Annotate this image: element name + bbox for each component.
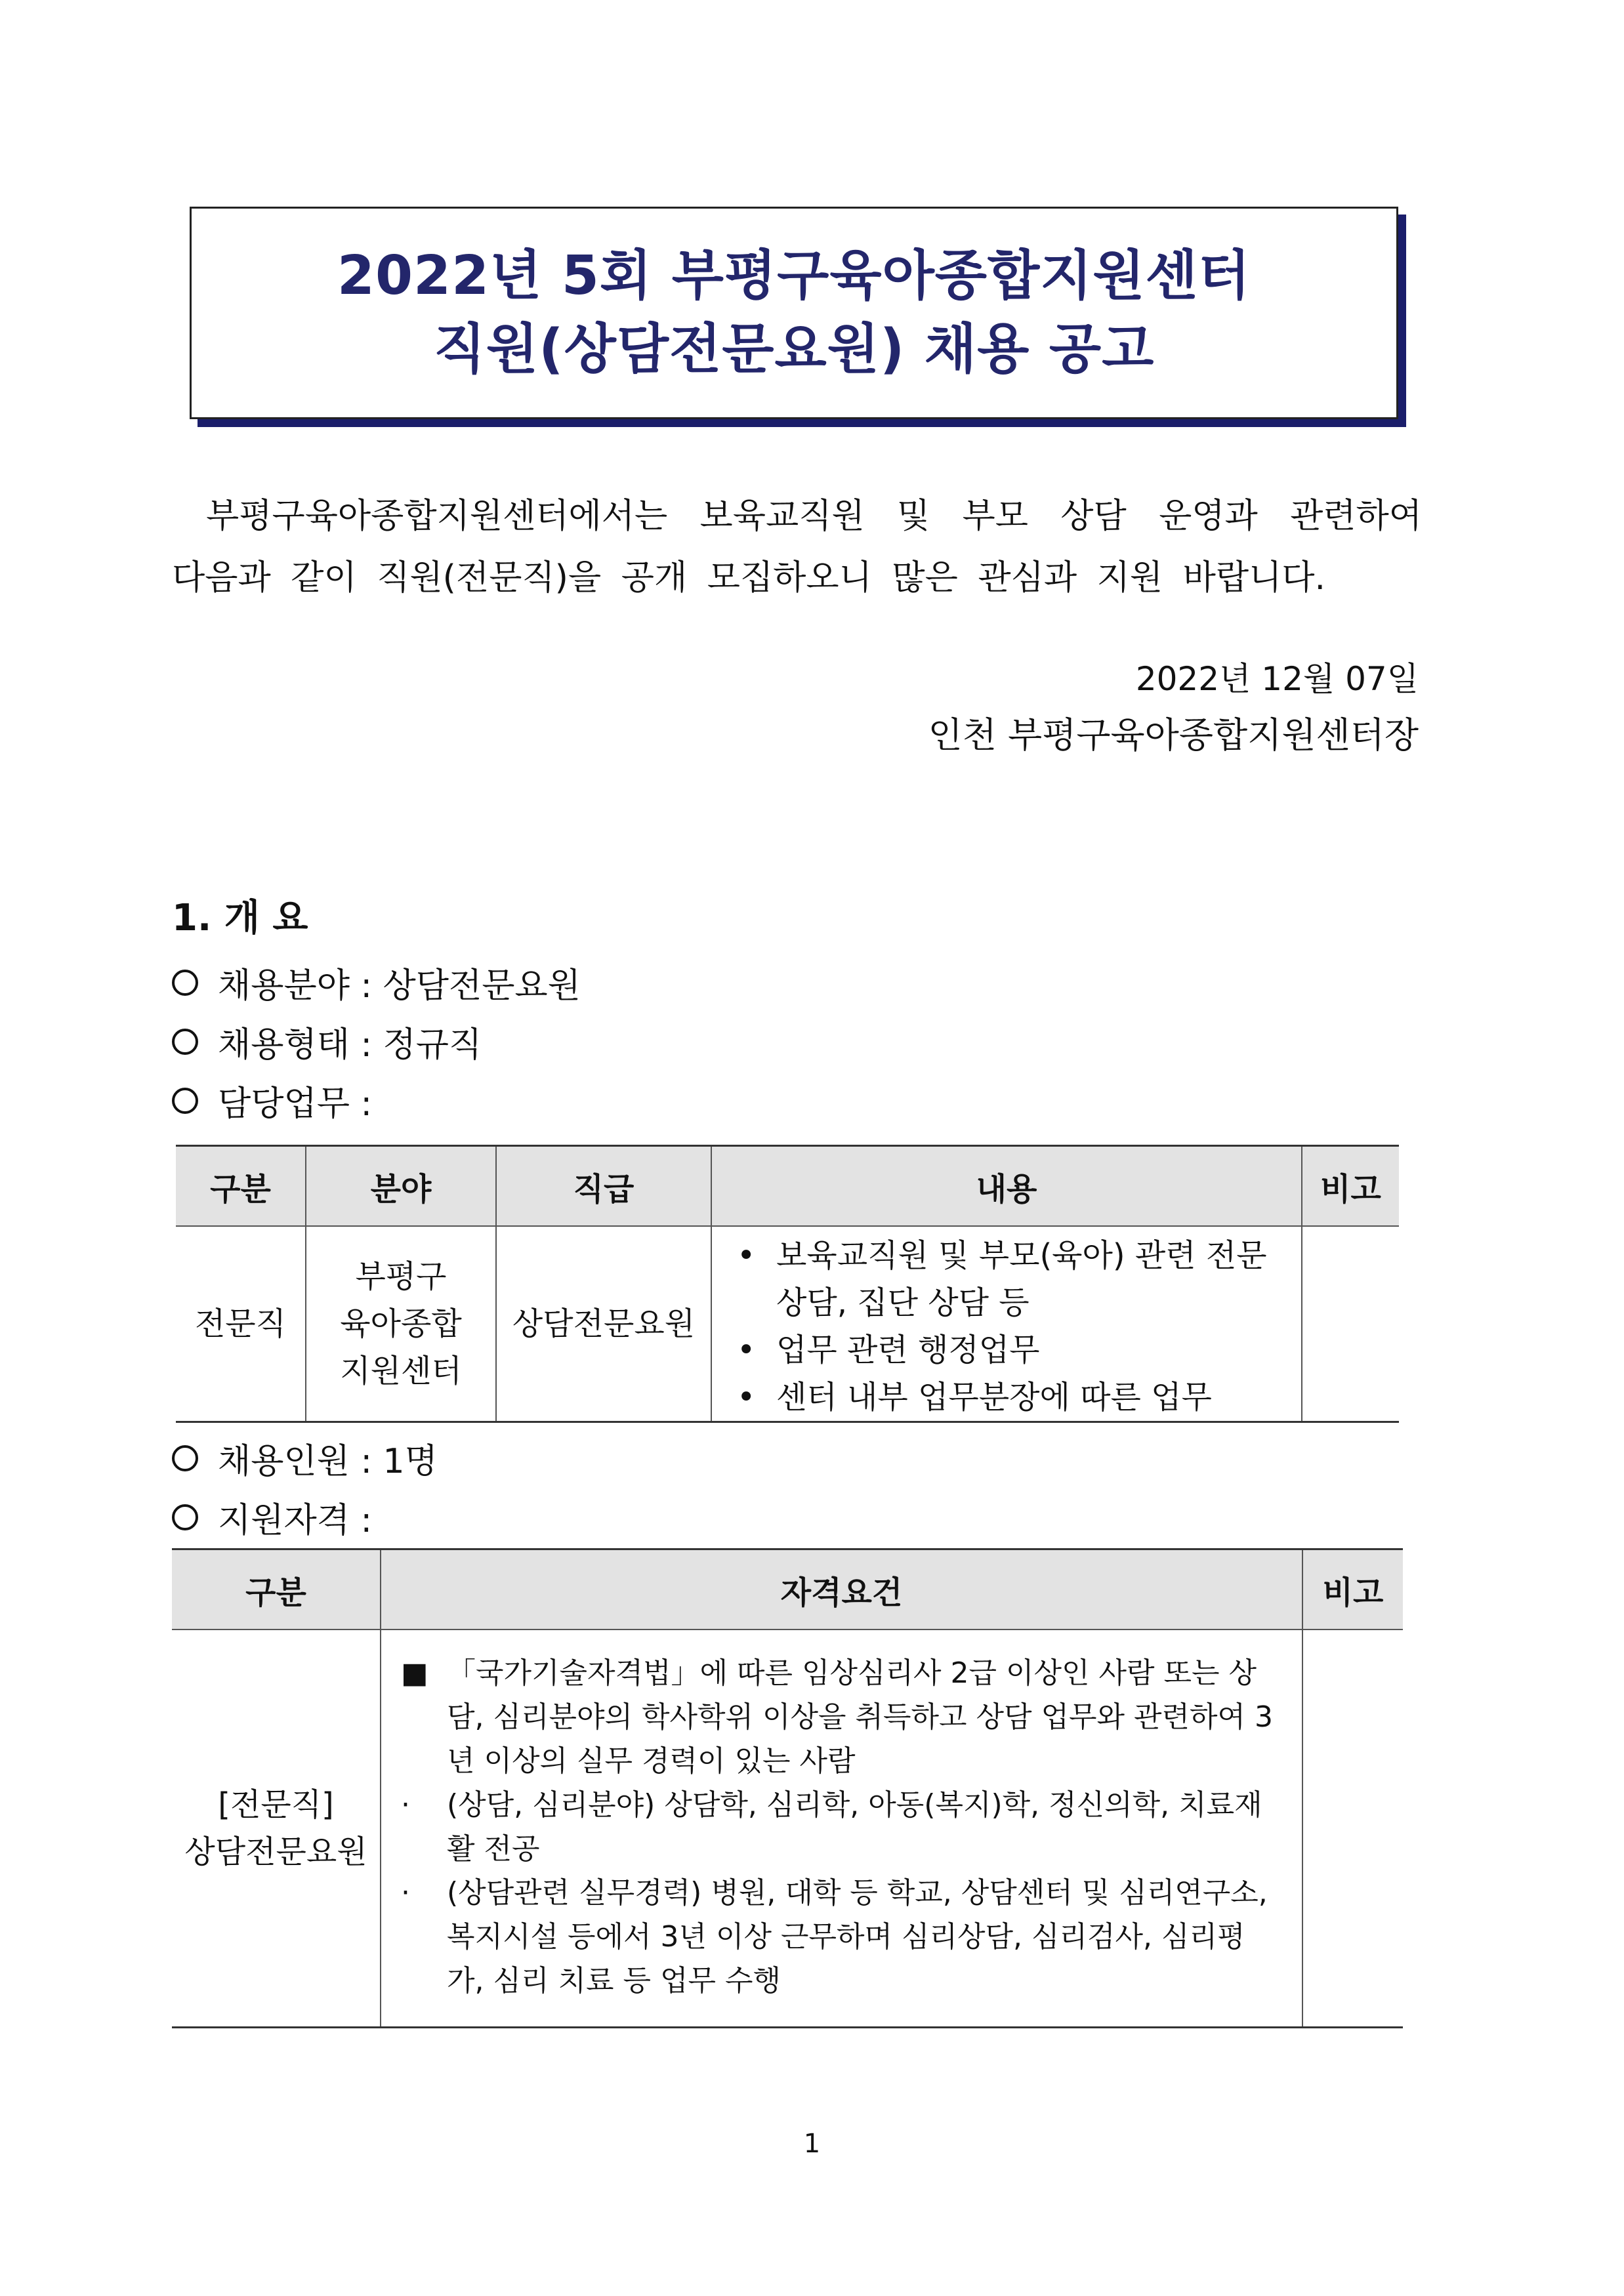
cell-category-line: 상담전문요원 bbox=[184, 1834, 367, 1870]
bullet-headcount bbox=[172, 1433, 438, 1483]
table-row bbox=[172, 1630, 1403, 2028]
circle-bullet-icon bbox=[172, 1029, 198, 1055]
dot-bullet-icon: · bbox=[401, 1788, 410, 1822]
cell-requirements bbox=[381, 1630, 1302, 2028]
bullet-duty bbox=[172, 1076, 372, 1125]
header-note: 비고 bbox=[1302, 1146, 1399, 1227]
cell-field bbox=[306, 1226, 496, 1422]
bullet-type bbox=[172, 1017, 482, 1066]
section-title-overview: 1. 개 요 bbox=[172, 897, 308, 939]
table-row bbox=[176, 1226, 1399, 1422]
list-item: • 보육교직원 및 부모(육아) 관련 전문 상담, 집단 상담 등 bbox=[725, 1232, 1288, 1326]
header-content: 내용 bbox=[711, 1146, 1302, 1227]
qualification-table-header bbox=[172, 1549, 1403, 1630]
circle-bullet-icon bbox=[172, 1504, 198, 1530]
requirement-text: (상담관련 실무경력) 병원, 대학 등 학교, 상담센터 및 심리연구소, 복지시설 등에서 3년 이상 근무하며 심리상담, 심리검사, 심리평가, 심리 치료 등 업무 수행 bbox=[447, 1876, 1268, 1998]
duty-table-header bbox=[176, 1146, 1399, 1227]
intro-line-1: 부평구육아종합지원센터에서는 보육교직원 및 부모 상담 운영과 관련하여 bbox=[206, 497, 1422, 536]
header-field: 분야 bbox=[306, 1146, 496, 1227]
cell-content bbox=[711, 1226, 1302, 1422]
square-bullet-icon: ■ bbox=[401, 1656, 428, 1690]
bullet-field bbox=[172, 958, 581, 1007]
cell-category bbox=[172, 1630, 381, 2028]
requirement-text: 「국가기술자격법」에 따른 임상심리사 2급 이상인 사람 또는 상담, 심리분야의 학사학위 이상을 취득하고 상담 업무와 관련하여 3년 이상의 실무 경력이 있는 사람 bbox=[447, 1656, 1273, 1778]
dot-bullet-icon: · bbox=[401, 1876, 410, 1910]
intro-line-2: 다음과 같이 직원(전문직)을 공개 모집하오니 많은 관심과 지원 바랍니다. bbox=[172, 558, 1326, 598]
requirement-item bbox=[401, 1651, 1276, 1783]
circle-bullet-icon bbox=[172, 1088, 198, 1114]
title-line-1: 2022년 5회 부평구육아종합지원센터 bbox=[337, 245, 1251, 307]
signer: 인천 부평구육아종합지원센터장 bbox=[928, 714, 1419, 756]
bullet-type-text: 채용형태 : 정규직 bbox=[218, 1025, 482, 1065]
bullet-qualification bbox=[172, 1492, 372, 1542]
title-line-2: 직원(상담전문요원) 채용 공고 bbox=[433, 318, 1155, 380]
cell-category: 전문직 bbox=[176, 1226, 306, 1422]
header-requirements: 자격요건 bbox=[381, 1549, 1302, 1630]
header-rank: 직급 bbox=[496, 1146, 711, 1227]
header-category: 구분 bbox=[176, 1146, 306, 1227]
cell-note bbox=[1302, 1630, 1403, 2028]
bullet-duty-text: 담당업무 : bbox=[218, 1084, 372, 1124]
requirement-item bbox=[401, 1871, 1276, 2003]
cell-field-line: 육아종합 bbox=[340, 1305, 462, 1342]
duty-table bbox=[176, 1145, 1399, 1423]
page-number: 1 bbox=[803, 2129, 821, 2159]
header-note: 비고 bbox=[1302, 1549, 1403, 1630]
cell-note bbox=[1302, 1226, 1399, 1422]
circle-bullet-icon bbox=[172, 1445, 198, 1471]
announcement-date: 2022년 12월 07일 bbox=[1135, 660, 1419, 698]
bullet-headcount-text: 채용인원 : 1명 bbox=[218, 1442, 438, 1481]
cell-field-line: 부평구 bbox=[355, 1258, 447, 1295]
cell-rank: 상담전문요원 bbox=[496, 1226, 711, 1422]
list-item: • 센터 내부 업무분장에 따른 업무 bbox=[725, 1374, 1288, 1421]
title-box bbox=[190, 207, 1398, 419]
requirement-text: (상담, 심리분야) 상담학, 심리학, 아동(복지)학, 정신의학, 치료재활 전공 bbox=[447, 1788, 1262, 1866]
list-item: • 업무 관련 행정업무 bbox=[725, 1326, 1288, 1374]
cell-field-line: 지원센터 bbox=[340, 1353, 462, 1389]
bullet-qualification-text: 지원자격 : bbox=[218, 1501, 372, 1540]
intro-paragraph bbox=[172, 485, 1422, 609]
header-category: 구분 bbox=[172, 1549, 381, 1630]
cell-category-line: [전문직] bbox=[218, 1786, 334, 1823]
circle-bullet-icon bbox=[172, 970, 198, 996]
bullet-field-text: 채용분야 : 상담전문요원 bbox=[218, 966, 581, 1006]
qualification-table bbox=[172, 1548, 1403, 2028]
requirement-item bbox=[401, 1783, 1276, 1871]
